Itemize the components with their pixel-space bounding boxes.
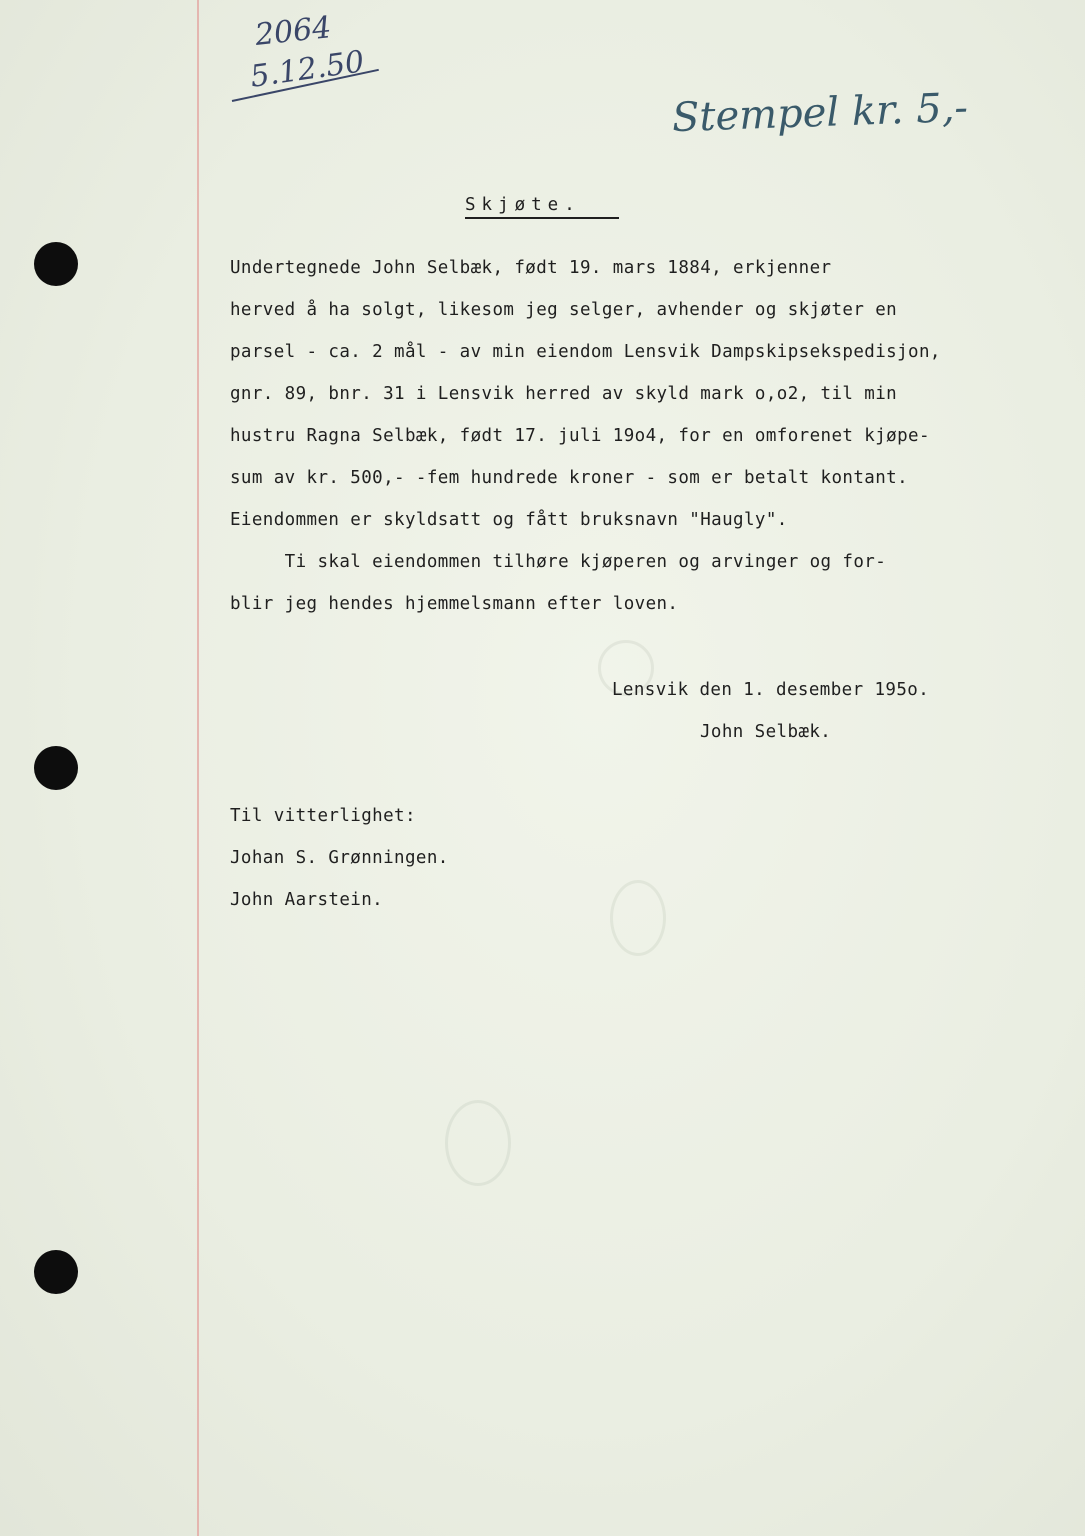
witness-name: Johan S. Grønningen. <box>230 848 449 868</box>
place-and-date: Lensvik den 1. desember 195o. <box>612 680 930 700</box>
body-line: gnr. 89, bnr. 31 i Lensvik herred av skyld mark o,o2, til min <box>230 384 898 404</box>
punch-hole-top <box>34 242 78 286</box>
punch-hole-middle <box>34 746 78 790</box>
body-line: blir jeg hendes hjemmelsmann efter loven. <box>230 594 679 614</box>
punch-hole-bottom <box>34 1250 78 1294</box>
body-line: Undertegnede John Selbæk, født 19. mars 1884, erkjenner <box>230 258 832 278</box>
reference-date: 5.12.50 <box>248 44 367 95</box>
bleed-through-mark <box>445 1100 511 1186</box>
stamp-duty-note: Stempel kr. 5,- <box>671 84 969 142</box>
witness-heading: Til vitterlighet: <box>230 806 416 826</box>
document-title: Skjøte. <box>465 195 619 219</box>
body-line: Ti skal eiendommen tilhøre kjøperen og arvinger og for- <box>230 552 887 572</box>
body-line: hustru Ragna Selbæk, født 17. juli 19o4, for en omforenet kjøpe- <box>230 426 930 446</box>
reference-number: 2064 <box>253 10 333 53</box>
body-line: herved å ha solgt, likesom jeg selger, avhender og skjøter en <box>230 300 898 320</box>
body-line: Eiendommen er skyldsatt og fått bruksnavn "Haugly". <box>230 510 788 530</box>
bleed-through-mark <box>610 880 666 956</box>
margin-rule <box>197 0 199 1536</box>
body-line: sum av kr. 500,- -fem hundrede kroner - som er betalt kontant. <box>230 468 909 488</box>
seller-signature: John Selbæk. <box>700 722 832 742</box>
body-line: parsel - ca. 2 mål - av min eiendom Lensvik Dampskipsekspedisjon, <box>230 342 941 362</box>
witness-name: John Aarstein. <box>230 890 384 910</box>
